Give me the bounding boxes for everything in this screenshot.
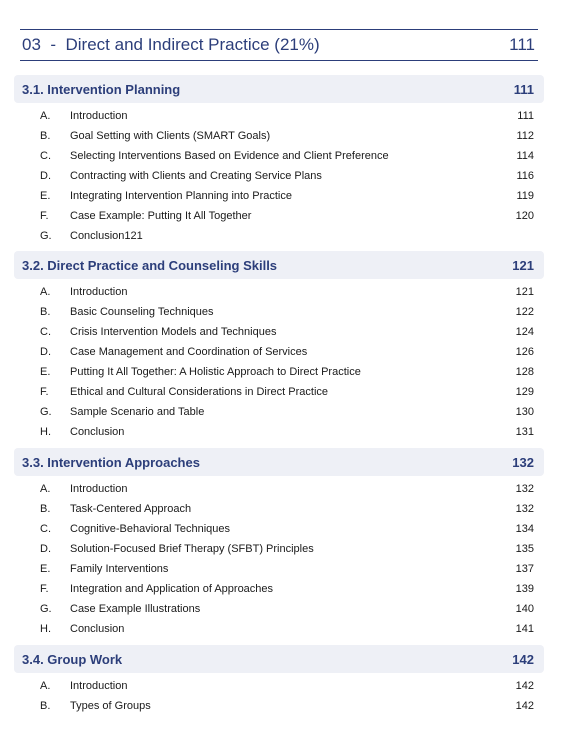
section-header[interactable] — [14, 645, 544, 673]
toc-entry[interactable] — [14, 539, 544, 559]
entry-title: Family Interventions — [70, 563, 169, 575]
entry-page: 132 — [515, 483, 534, 495]
toc-entry[interactable] — [14, 226, 544, 246]
entry-title: Conclusion — [70, 426, 125, 438]
toc-entry[interactable] — [14, 599, 544, 619]
entry-letter: D. — [40, 346, 51, 358]
entry-letter: H. — [40, 426, 51, 438]
chapter-separator: - — [50, 35, 57, 54]
entry-page: 121 — [515, 286, 534, 298]
section-header[interactable] — [14, 448, 544, 476]
entry-letter: A. — [40, 110, 51, 122]
entry-title: Cognitive-Behavioral Techniques — [70, 523, 231, 535]
entry-title: Introduction — [70, 286, 128, 298]
entry-letter: E. — [40, 190, 51, 202]
toc-entry[interactable] — [14, 342, 544, 362]
entry-letter: H. — [40, 623, 51, 635]
section-title: 3.4. Group Work — [22, 651, 123, 667]
toc-entry[interactable] — [14, 206, 544, 226]
section-3-2 — [14, 251, 544, 442]
entry-title: Contracting with Clients and Creating Service Plans — [70, 170, 322, 182]
chapter-title: Direct and Indirect Practice (21%) — [65, 35, 320, 54]
entry-letter: B. — [40, 700, 51, 712]
entry-letter: G. — [40, 406, 52, 418]
entry-letter: D. — [40, 543, 51, 555]
section-page: 121 — [512, 257, 534, 273]
chapter-number: 03 — [22, 35, 41, 54]
entry-letter: C. — [40, 150, 51, 162]
entry-page: 122 — [515, 306, 534, 318]
entry-letter: G. — [40, 230, 52, 242]
entry-title: Conclusion121 — [70, 230, 143, 242]
entry-title: Case Example Illustrations — [70, 603, 201, 615]
chapter-heading[interactable] — [20, 29, 538, 61]
section-title: 3.3. Intervention Approaches — [22, 454, 200, 470]
section-header[interactable] — [14, 75, 544, 103]
toc-entry[interactable] — [14, 422, 544, 442]
entry-page: 119 — [516, 190, 534, 202]
toc-entry[interactable] — [14, 696, 544, 716]
toc-entry[interactable] — [14, 402, 544, 422]
entry-title: Putting It All Together: A Holistic Approach to Direct Practice — [70, 366, 361, 378]
entry-title: Ethical and Cultural Considerations in Direct Practice — [70, 386, 329, 398]
toc-entry[interactable] — [14, 519, 544, 539]
entry-letter: F. — [40, 386, 49, 398]
chapter-title-group — [22, 35, 320, 55]
section-3-3 — [14, 448, 544, 639]
entry-page: 130 — [515, 406, 534, 418]
entry-title: Goal Setting with Clients (SMART Goals) — [70, 130, 271, 142]
entry-page: 142 — [515, 680, 534, 692]
section-page: 132 — [512, 454, 534, 470]
section-header[interactable] — [14, 251, 544, 279]
entry-letter: B. — [40, 306, 51, 318]
toc-entry[interactable] — [14, 676, 544, 696]
toc-entry[interactable] — [14, 322, 544, 342]
entry-page: 126 — [515, 346, 534, 358]
entry-title: Basic Counseling Techniques — [70, 306, 214, 318]
entry-letter: B. — [40, 503, 51, 515]
entry-title: Task-Centered Approach — [70, 503, 192, 515]
section-page: 111 — [513, 81, 534, 97]
entry-title: Introduction — [70, 483, 128, 495]
toc-entry[interactable] — [14, 499, 544, 519]
toc-entry[interactable] — [14, 382, 544, 402]
entry-title: Selecting Interventions Based on Evidence and Client Preference — [70, 150, 389, 162]
entry-letter: E. — [40, 366, 51, 378]
entry-page: 141 — [515, 623, 534, 635]
entry-page: 128 — [515, 366, 534, 378]
toc-entry[interactable] — [14, 186, 544, 206]
entry-letter: A. — [40, 680, 51, 692]
entry-page: 116 — [516, 170, 534, 182]
entry-letter: D. — [40, 170, 51, 182]
entry-page: 111 — [517, 110, 534, 122]
entry-letter: A. — [40, 483, 51, 495]
entry-page: 129 — [515, 386, 534, 398]
section-page: 142 — [512, 651, 534, 667]
entry-title: Integrating Intervention Planning into Practice — [70, 190, 292, 202]
toc-entry[interactable] — [14, 106, 544, 126]
entry-title: Case Management and Coordination of Services — [70, 346, 308, 358]
entry-page: 134 — [515, 523, 534, 535]
entry-title: Case Example: Putting It All Together — [70, 210, 252, 222]
entry-letter: C. — [40, 523, 51, 535]
entry-title: Introduction — [70, 110, 128, 122]
toc-entry[interactable] — [14, 146, 544, 166]
entry-page: 112 — [516, 130, 534, 142]
entry-page: 135 — [515, 543, 534, 555]
entry-letter: A. — [40, 286, 51, 298]
entry-title: Introduction — [70, 680, 128, 692]
entry-letter: G. — [40, 603, 52, 615]
toc-entry[interactable] — [14, 126, 544, 146]
toc-entry[interactable] — [14, 302, 544, 322]
entry-page: 124 — [515, 326, 534, 338]
entry-page: 120 — [515, 210, 534, 222]
entry-title: Conclusion — [70, 623, 125, 635]
entry-title: Solution-Focused Brief Therapy (SFBT) Principles — [70, 543, 314, 555]
section-3-4 — [14, 645, 544, 716]
entry-page: 114 — [516, 150, 534, 162]
toc-entry[interactable] — [14, 559, 544, 579]
entry-page: 140 — [515, 603, 534, 615]
section-title: 3.1. Intervention Planning — [22, 81, 181, 97]
chapter-page: 111 — [509, 35, 535, 54]
toc-entry[interactable] — [14, 619, 544, 639]
section-title: 3.2. Direct Practice and Counseling Skills — [22, 257, 278, 273]
entry-page: 142 — [515, 700, 534, 712]
entry-letter: E. — [40, 563, 51, 575]
entry-letter: F. — [40, 583, 49, 595]
entry-title: Integration and Application of Approaches — [70, 583, 274, 595]
entry-letter: C. — [40, 326, 51, 338]
entry-letter: F. — [40, 210, 49, 222]
toc-entry[interactable] — [14, 579, 544, 599]
toc-entry[interactable] — [14, 166, 544, 186]
entry-letter: B. — [40, 130, 51, 142]
entry-title: Types of Groups — [70, 700, 151, 712]
entry-page: 137 — [515, 563, 534, 575]
entry-page: 131 — [515, 426, 534, 438]
entry-page: 139 — [515, 583, 534, 595]
section-3-1 — [14, 75, 544, 246]
entry-title: Crisis Intervention Models and Techniques — [70, 326, 277, 338]
toc-entry[interactable] — [14, 362, 544, 382]
entry-title: Sample Scenario and Table — [70, 406, 205, 418]
toc-entry[interactable] — [14, 282, 544, 302]
toc-entry[interactable] — [14, 479, 544, 499]
entry-page: 132 — [515, 503, 534, 515]
